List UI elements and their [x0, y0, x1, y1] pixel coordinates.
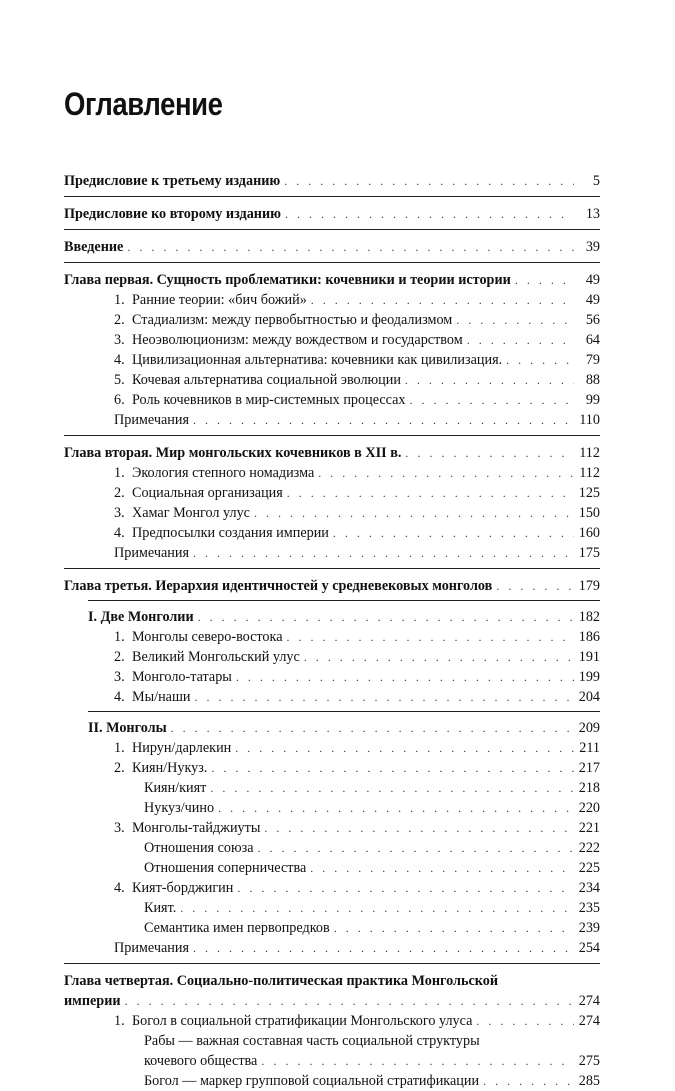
toc-entry	[64, 687, 600, 707]
dot-leader	[125, 991, 574, 1011]
entry-title: Мы/наши	[132, 689, 191, 705]
entry-title: Цивилизационная альтернатива: кочевники как цивилизация.	[132, 352, 503, 368]
toc-entry	[64, 818, 600, 838]
dot-leader	[171, 718, 574, 738]
entry-page: 217	[578, 760, 600, 776]
entry-number: 1.	[114, 465, 125, 481]
dot-leader	[483, 1071, 574, 1091]
dot-leader	[264, 818, 574, 838]
entry-page: 112	[579, 465, 600, 481]
toc-entry	[64, 878, 600, 898]
entry-page: 64	[585, 332, 600, 348]
entry-number: 5.	[114, 372, 125, 388]
entry-title: Монголы северо-востока	[132, 629, 283, 645]
entry-page: 182	[578, 609, 600, 625]
toc-entry	[64, 310, 600, 330]
dot-leader	[236, 667, 574, 687]
entry-number: 1.	[114, 629, 125, 645]
toc-chapter	[64, 270, 600, 290]
entry-number: 2.	[114, 649, 125, 665]
entry-number: 3.	[114, 820, 125, 836]
entry-page: 49	[585, 292, 600, 308]
dot-leader	[285, 204, 574, 224]
entry-title: Великий Монгольский улус	[132, 649, 300, 665]
entry-page: 110	[579, 412, 600, 428]
entry-page: 186	[578, 629, 600, 645]
divider	[88, 711, 600, 712]
dot-leader	[218, 798, 574, 818]
toc-entry	[64, 330, 600, 350]
toc-subentry	[64, 1071, 600, 1091]
divider	[64, 568, 600, 569]
dot-leader	[318, 463, 574, 483]
entry-title: Введение	[64, 239, 124, 255]
entry-page: 274	[578, 993, 600, 1009]
entry-number: 4.	[114, 880, 125, 896]
dot-leader	[311, 290, 574, 310]
toc-part	[64, 718, 600, 738]
entry-page: 175	[578, 545, 600, 561]
dot-leader	[210, 778, 574, 798]
entry-title: Кият.	[144, 900, 177, 916]
table-of-contents	[64, 171, 600, 1091]
entry-page: 99	[585, 392, 600, 408]
toc-entry	[64, 350, 600, 370]
dot-leader	[193, 410, 574, 430]
toc-part	[64, 607, 600, 627]
entry-page: 56	[585, 312, 600, 328]
toc-notes	[64, 410, 600, 430]
entry-number: 1.	[114, 1013, 125, 1029]
entry-number: 2.	[114, 312, 125, 328]
toc-subentry	[64, 918, 600, 938]
dot-leader	[506, 350, 574, 370]
entry-page: 79	[585, 352, 600, 368]
entry-title: I. Две Монголии	[88, 609, 194, 625]
entry-title: Богол в социальной стратификации Монгольского улуса	[132, 1013, 473, 1029]
dot-leader	[261, 1051, 574, 1071]
entry-number: 2.	[114, 760, 125, 776]
entry-title: Экология степного номадизма	[132, 465, 315, 481]
divider	[64, 963, 600, 964]
toc-entry	[64, 758, 600, 778]
entry-title: Неоэволюционизм: между вождеством и государством	[132, 332, 463, 348]
toc-entry	[64, 204, 600, 224]
entry-number: 3.	[114, 332, 125, 348]
entry-page: 218	[578, 780, 600, 796]
dot-leader	[476, 1011, 574, 1031]
dot-leader	[405, 443, 574, 463]
dot-leader	[195, 687, 575, 707]
dot-leader	[410, 390, 574, 410]
dot-leader	[258, 838, 574, 858]
dot-leader	[334, 918, 574, 938]
toc-entry	[64, 523, 600, 543]
toc-chapter-continued	[64, 991, 600, 1011]
dot-leader	[198, 607, 574, 627]
entry-title: Отношения союза	[144, 840, 254, 856]
entry-page: 160	[578, 525, 600, 541]
entry-title: II. Монголы	[88, 720, 167, 736]
entry-title: Социальная организация	[132, 485, 283, 501]
toc-subentry	[64, 838, 600, 858]
entry-title: Глава первая. Сущность проблематики: кочевники и теории истории	[64, 272, 511, 288]
entry-page: 5	[592, 173, 600, 189]
toc-entry	[64, 503, 600, 523]
entry-title: империи	[64, 993, 121, 1009]
dot-leader	[310, 858, 574, 878]
entry-page: 254	[578, 940, 600, 956]
entry-number: 1.	[114, 292, 125, 308]
dot-leader	[193, 543, 574, 563]
entry-page: 13	[585, 206, 600, 222]
divider	[64, 196, 600, 197]
entry-title: Киян/кият	[144, 780, 207, 796]
toc-entry	[64, 627, 600, 647]
toc-subentry	[64, 858, 600, 878]
entry-title: Кият-борджигин	[132, 880, 234, 896]
toc-chapter	[64, 443, 600, 463]
entry-number: 1.	[114, 740, 125, 756]
entry-number: 4.	[114, 689, 125, 705]
entry-number: 4.	[114, 525, 125, 541]
entry-page: 239	[578, 920, 600, 936]
entry-page: 221	[578, 820, 600, 836]
entry-page: 39	[585, 239, 600, 255]
toc-notes	[64, 543, 600, 563]
toc-subentry	[64, 798, 600, 818]
toc-entry	[64, 483, 600, 503]
toc-entry	[64, 370, 600, 390]
entry-page: 235	[578, 900, 600, 916]
dot-leader	[405, 370, 574, 390]
entry-page: 150	[578, 505, 600, 521]
entry-page: 285	[578, 1073, 600, 1089]
entry-title: Кочевая альтернатива социальной эволюции	[132, 372, 401, 388]
toc-chapter	[64, 576, 600, 596]
entry-title: Ранние теории: «бич божий»	[132, 292, 307, 308]
entry-title: Киян/Нукуз.	[132, 760, 208, 776]
dot-leader	[254, 503, 574, 523]
page-title: Оглавление	[64, 86, 223, 122]
entry-title: Нукуз/чино	[144, 800, 215, 816]
entry-title: Предисловие к третьему изданию	[64, 173, 281, 189]
entry-title: Нирун/дарлекин	[132, 740, 232, 756]
entry-number: 6.	[114, 392, 125, 408]
toc-entry	[64, 667, 600, 687]
toc-subentry-continued	[64, 1051, 600, 1071]
toc-entry	[64, 738, 600, 758]
entry-page: 88	[585, 372, 600, 388]
dot-leader	[211, 758, 574, 778]
entry-title: Рабы — важная составная часть социальной структуры	[144, 1033, 480, 1049]
toc-entry	[64, 463, 600, 483]
entry-page: 199	[578, 669, 600, 685]
entry-page: 225	[578, 860, 600, 876]
dot-leader	[284, 171, 574, 191]
entry-title: Хамаг Монгол улус	[132, 505, 250, 521]
entry-title: Примечания	[114, 412, 189, 428]
entry-title: Семантика имен первопредков	[144, 920, 330, 936]
toc-notes	[64, 938, 600, 958]
dot-leader	[287, 627, 575, 647]
divider	[64, 262, 600, 263]
toc-entry	[64, 647, 600, 667]
entry-page: 211	[579, 740, 600, 756]
dot-leader	[496, 576, 574, 596]
entry-page: 112	[579, 445, 600, 461]
entry-title: Монголо-татары	[132, 669, 232, 685]
toc-entry	[64, 290, 600, 310]
entry-title: Роль кочевников в мир-системных процессах	[132, 392, 406, 408]
entry-page: 179	[578, 578, 600, 594]
entry-number: 3.	[114, 669, 125, 685]
entry-page: 209	[578, 720, 600, 736]
toc-entry	[64, 390, 600, 410]
dot-leader	[235, 738, 574, 758]
toc-entry	[64, 171, 600, 191]
dot-leader	[515, 270, 574, 290]
divider	[88, 600, 600, 601]
dot-leader	[193, 938, 574, 958]
entry-title: Глава четвертая. Социально-политическая практика Монгольской	[64, 973, 499, 989]
toc-subentry	[64, 898, 600, 918]
toc-subentry	[64, 778, 600, 798]
entry-title: кочевого общества	[144, 1053, 258, 1069]
toc-entry	[64, 1011, 600, 1031]
entry-page: 125	[578, 485, 600, 501]
dot-leader	[287, 483, 574, 503]
dot-leader	[333, 523, 574, 543]
entry-page: 274	[578, 1013, 600, 1029]
entry-page: 234	[578, 880, 600, 896]
divider	[64, 435, 600, 436]
entry-title: Монголы-тайджиуты	[132, 820, 261, 836]
dot-leader	[467, 330, 574, 350]
entry-title: Стадиализм: между первобытностью и феодализмом	[132, 312, 453, 328]
entry-page: 204	[578, 689, 600, 705]
entry-number: 2.	[114, 485, 125, 501]
entry-number: 3.	[114, 505, 125, 521]
entry-title: Глава третья. Иерархия идентичностей у средневековых монголов	[64, 578, 493, 594]
dot-leader	[304, 647, 574, 667]
entry-page: 275	[578, 1053, 600, 1069]
entry-number: 4.	[114, 352, 125, 368]
entry-title: Богол — маркер групповой социальной стратификации	[144, 1073, 480, 1089]
dot-leader	[456, 310, 574, 330]
toc-chapter	[64, 971, 600, 991]
dot-leader	[237, 878, 574, 898]
entry-page: 191	[578, 649, 600, 665]
dot-leader	[180, 898, 574, 918]
divider	[64, 229, 600, 230]
toc-entry	[64, 237, 600, 257]
entry-page: 49	[585, 272, 600, 288]
entry-title: Глава вторая. Мир монгольских кочевников в XII в.	[64, 445, 402, 461]
entry-page: 222	[578, 840, 600, 856]
toc-subentry	[64, 1031, 600, 1051]
entry-title: Предисловие ко второму изданию	[64, 206, 281, 222]
dot-leader	[127, 237, 574, 257]
entry-title: Примечания	[114, 940, 189, 956]
entry-title: Предпосылки создания империи	[132, 525, 329, 541]
entry-title: Примечания	[114, 545, 189, 561]
entry-title: Отношения соперничества	[144, 860, 307, 876]
entry-page: 220	[578, 800, 600, 816]
